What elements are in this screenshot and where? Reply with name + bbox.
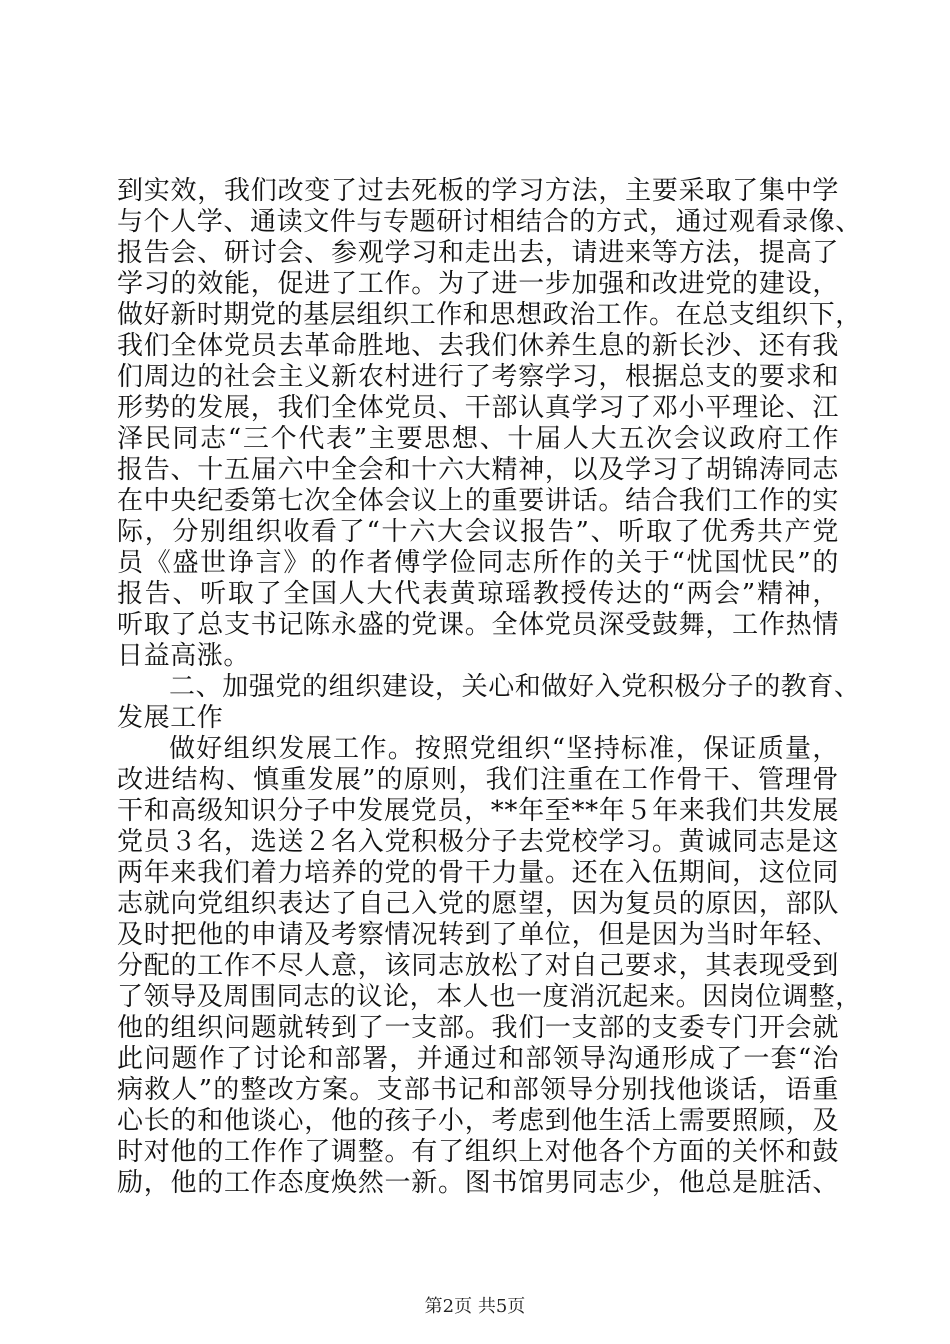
body-line: 改进结构、慎重发展”的原则，我们注重在工作骨干、管理骨 bbox=[117, 765, 839, 795]
body-line: 际，分别组织收看了“十六大会议报告”、听取了优秀共产党 bbox=[117, 517, 839, 547]
page-footer bbox=[0, 1296, 950, 1318]
body-line: 干和高级知识分子中发展党员，**年至**年５年来我们共发展 bbox=[117, 796, 839, 826]
body-line: 志就向党组织表达了自己入党的愿望，因为复员的原因，部队 bbox=[117, 889, 839, 919]
body-line: 两年来我们着力培养的党的骨干力量。还在入伍期间，这位同 bbox=[117, 858, 839, 888]
body-line: 听取了总支书记陈永盛的党课。全体党员深受鼓舞，工作热情 bbox=[117, 610, 839, 640]
body-line: 报告、十五届六中全会和十六大精神，以及学习了胡锦涛同志 bbox=[117, 455, 839, 485]
body-line: 到实效，我们改变了过去死板的学习方法，主要采取了集中学 bbox=[117, 176, 839, 206]
section-heading-line: 发展工作 bbox=[117, 703, 224, 733]
page-number: 第2页 共5页 bbox=[424, 1296, 526, 1317]
body-line: 报告、听取了全国人大代表黄琼瑶教授传达的“两会”精神， bbox=[117, 579, 839, 609]
body-line: 了领导及周围同志的议论，本人也一度消沉起来。因岗位调整， bbox=[117, 982, 862, 1012]
body-line: 日益高涨。 bbox=[117, 641, 251, 671]
body-line: 励，他的工作态度焕然一新。图书馆男同志少，他总是脏活、 bbox=[117, 1168, 839, 1198]
section-heading-line: 二、加强党的组织建设，关心和做好入党积极分子的教育、 bbox=[169, 672, 861, 702]
body-line: 做好组织发展工作。按照党组织“坚持标准，保证质量， bbox=[169, 734, 839, 764]
body-line: 党员３名，选送２名入党积极分子去党校学习。黄诚同志是这 bbox=[117, 827, 839, 857]
body-line: 学习的效能，促进了工作。为了进一步加强和改进党的建设， bbox=[117, 269, 839, 299]
body-line: 他的组织问题就转到了一支部。我们一支部的支委专门开会就 bbox=[117, 1013, 839, 1043]
body-line: 泽民同志“三个代表”主要思想、十届人大五次会议政府工作 bbox=[117, 424, 839, 454]
body-line: 做好新时期党的基层组织工作和思想政治工作。在总支组织下， bbox=[117, 300, 862, 330]
body-line: 形势的发展，我们全体党员、干部认真学习了邓小平理论、江 bbox=[117, 393, 839, 423]
body-line: 报告会、研讨会、参观学习和走出去，请进来等方法，提高了 bbox=[117, 238, 839, 268]
body-line: 与个人学、通读文件与专题研讨相结合的方式，通过观看录像、 bbox=[117, 207, 862, 237]
body-line: 此问题作了讨论和部署，并通过和部领导沟通形成了一套“治 bbox=[117, 1044, 839, 1074]
body-line: 员《盛世诤言》的作者傅学俭同志所作的关于“忧国忧民”的 bbox=[117, 548, 839, 578]
body-line: 们周边的社会主义新农村进行了考察学习，根据总支的要求和 bbox=[117, 362, 839, 392]
body-line: 时对他的工作作了调整。有了组织上对他各个方面的关怀和鼓 bbox=[117, 1137, 839, 1167]
body-line: 我们全体党员去革命胜地、去我们休养生息的新长沙、还有我 bbox=[117, 331, 839, 361]
body-line: 在中央纪委第七次全体会议上的重要讲话。结合我们工作的实 bbox=[117, 486, 839, 516]
body-line: 及时把他的申请及考察情况转到了单位，但是因为当时年轻、 bbox=[117, 920, 839, 950]
body-text bbox=[117, 176, 862, 1199]
body-line: 心长的和他谈心，他的孩子小，考虑到他生活上需要照顾，及 bbox=[117, 1106, 839, 1136]
body-line: 分配的工作不尽人意，该同志放松了对自己要求，其表现受到 bbox=[117, 951, 839, 981]
body-line: 病救人”的整改方案。支部书记和部领导分别找他谈话，语重 bbox=[117, 1075, 839, 1105]
